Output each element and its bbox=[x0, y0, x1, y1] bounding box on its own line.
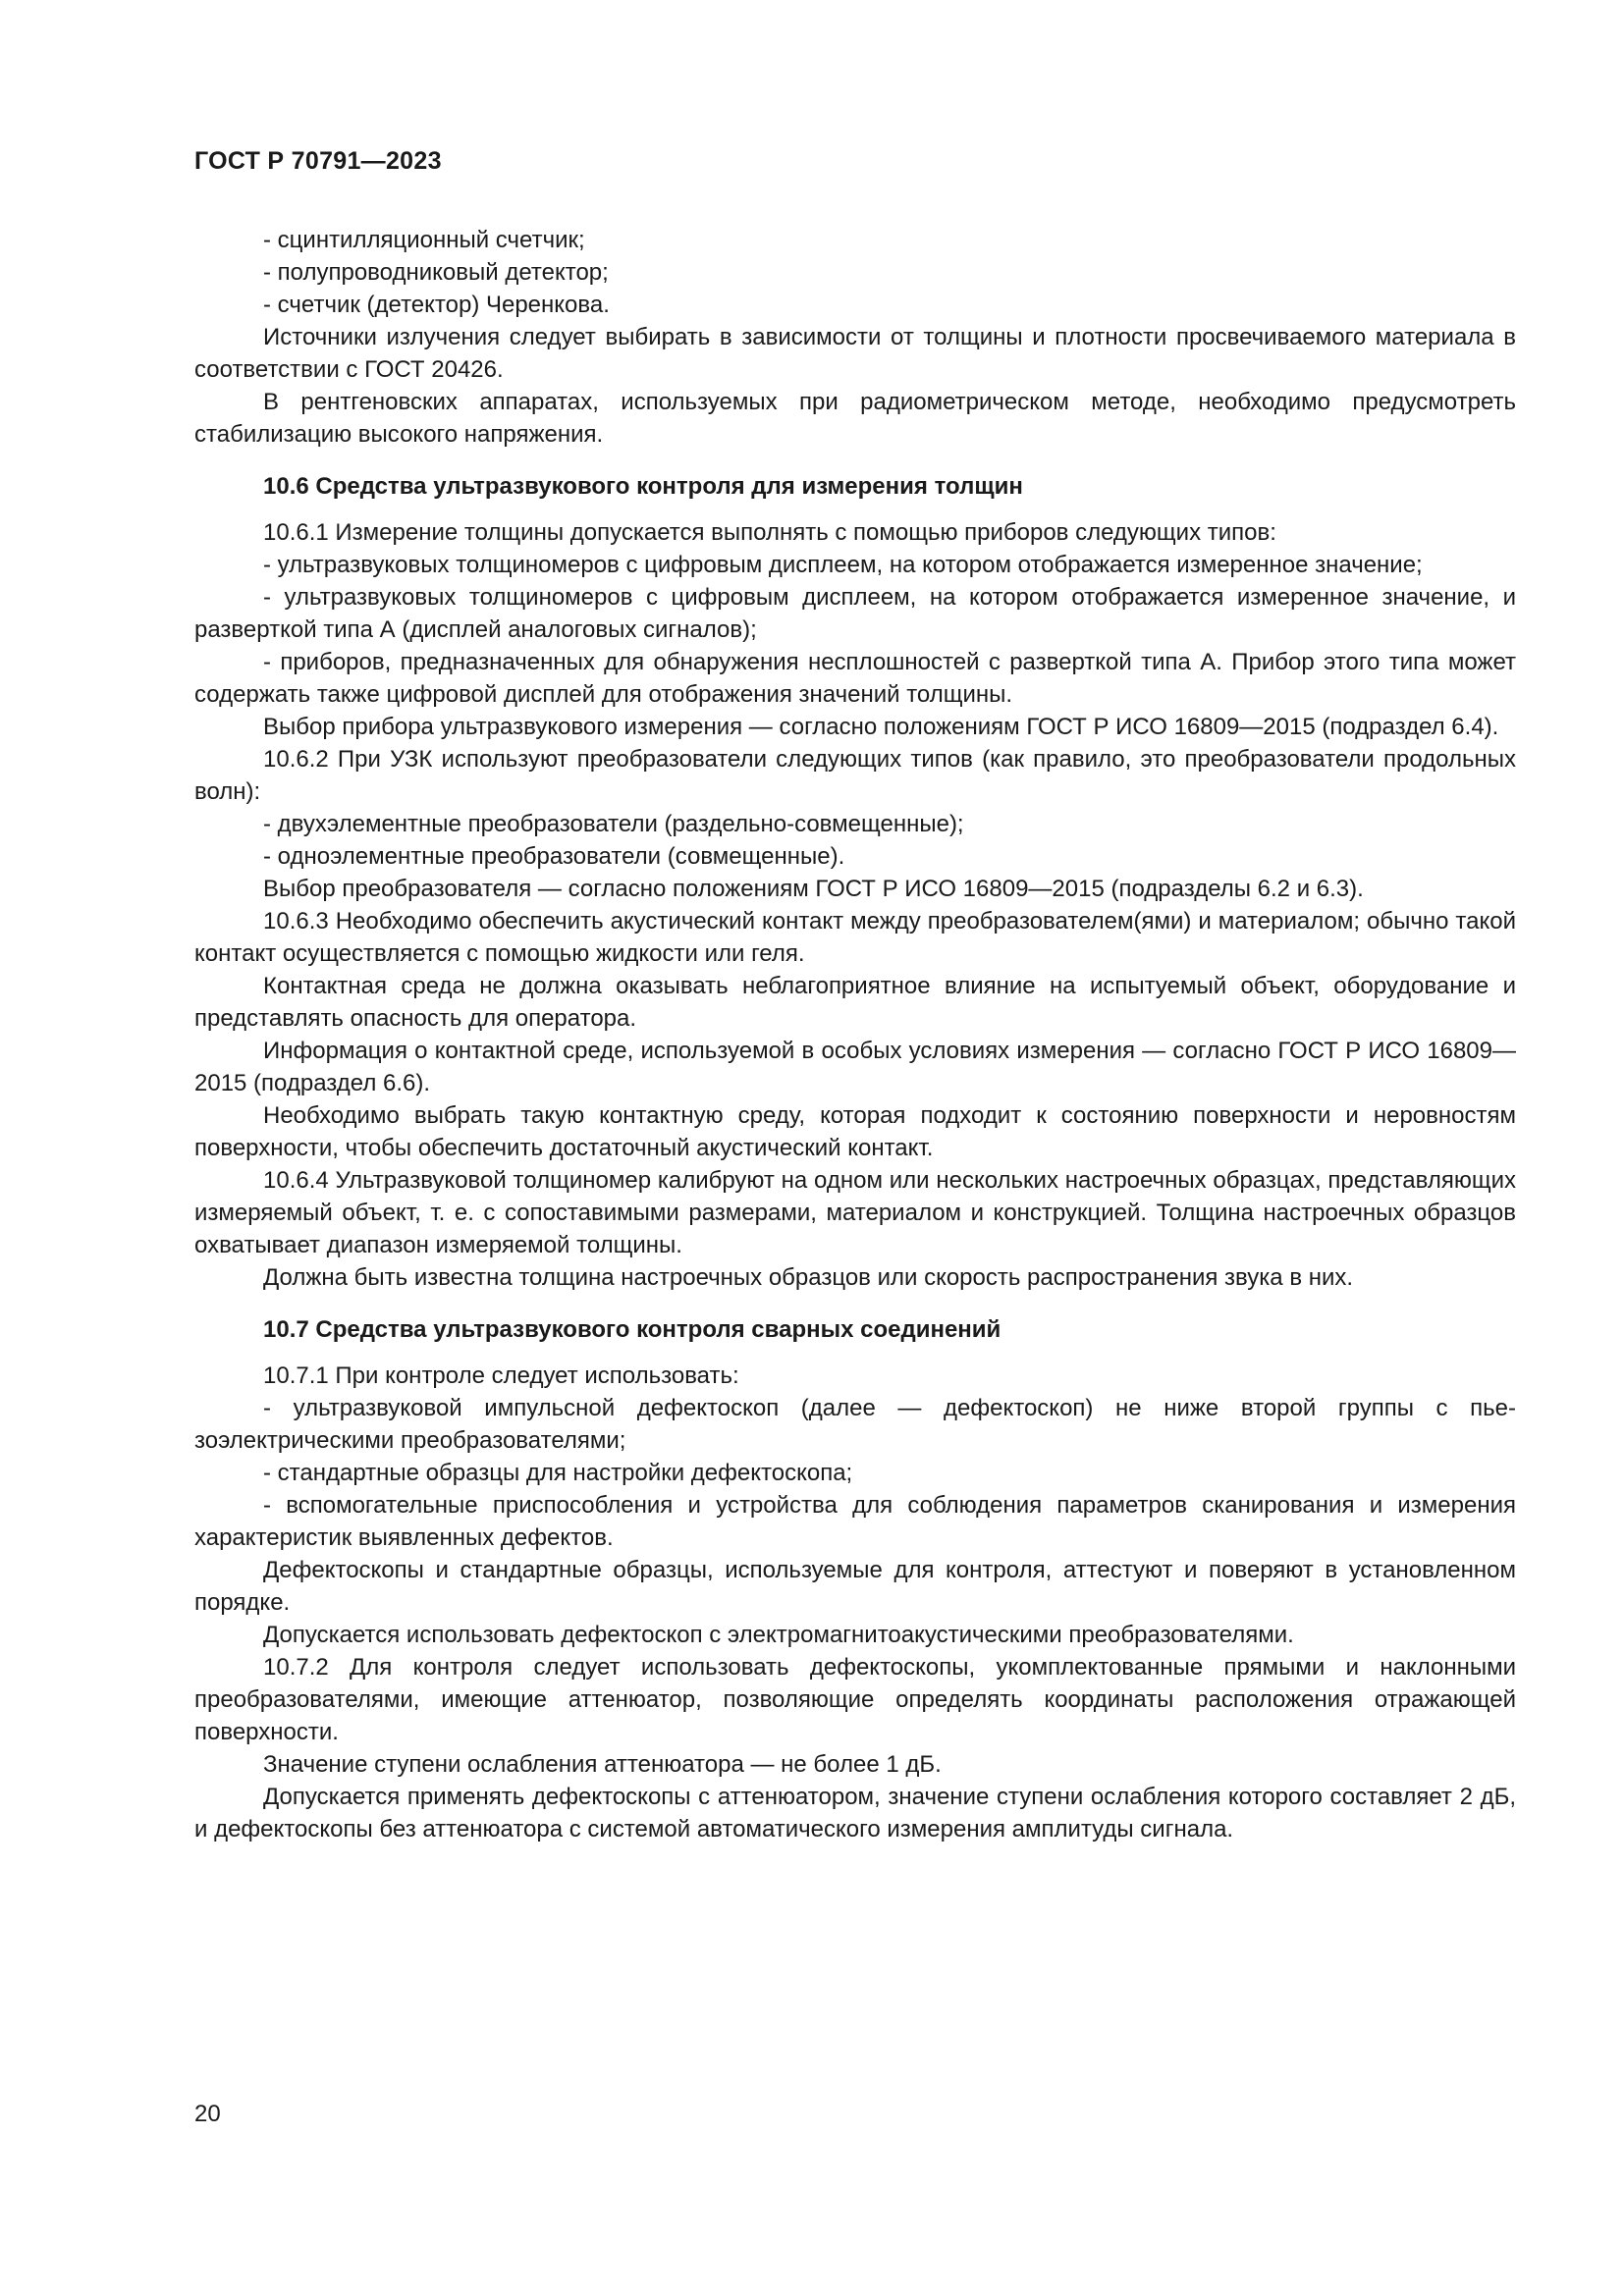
paragraph: 10.7.1 При контроле следует использовать: bbox=[263, 1362, 739, 1389]
paragraph: 10.6.1 Измерение толщины допускается выполнять с помощью приборов следующих типов: bbox=[263, 519, 1276, 546]
paragraph: 10.6.4 Ультразвуковой толщиномер калибруют на одном или нескольких настроечных образцах, представляющих измеряемый объект, т. е. с сопоставимыми размерами, материалом и конструкцией. Толщина настроечных образцов охватывает диапазон измеряемой толщины. bbox=[194, 1167, 1516, 1258]
document-body bbox=[194, 224, 1516, 1845]
paragraph: Источники излучения следует выбирать в зависимости от толщины и плотности просвечиваемого материала в соответствии с ГОСТ 20426. bbox=[194, 324, 1516, 383]
paragraph: - вспомогательные приспособления и устройства для соблюдения параметров сканирования и измерения характеристик выявленных дефектов. bbox=[194, 1492, 1516, 1551]
paragraph: Должна быть известна толщина настроечных образцов или скорость распространения звука в них. bbox=[263, 1264, 1354, 1291]
paragraph: Дефектоскопы и стандартные образцы, используемые для контроля, аттестуют и поверяют в установленном порядке. bbox=[194, 1557, 1516, 1616]
paragraph: 10.6.2 При УЗК используют преобразователи следующих типов (как правило, это преобразователи продольных волн): bbox=[194, 746, 1516, 805]
paragraph: Выбор преобразователя — согласно положениям ГОСТ Р ИСО 16809—2015 (подразделы 6.2 и 6.3). bbox=[263, 876, 1364, 902]
paragraph: - приборов, предназначенных для обнаружения несплошностей с разверткой типа А. Прибор этого типа может содержать также цифровой дисплей для отображения значений толщины. bbox=[194, 649, 1516, 708]
paragraph: Информация о контактной среде, используемой в особых условиях измерения — согласно ГОСТ Р ИСО 16809—2015 (подраздел 6.6). bbox=[194, 1038, 1516, 1096]
paragraph: Значение ступени ослабления аттенюатора — не более 1 дБ. bbox=[263, 1751, 942, 1778]
paragraph: - ультразвуковых толщиномеров с цифровым дисплеем, на котором отображается измеренное значение, и разверткой типа А (дисплей аналоговых сигналов); bbox=[194, 584, 1516, 643]
page-number: 20 bbox=[194, 2101, 221, 2127]
paragraph: - двухэлементные преобразователи (раздельно-совмещенные); bbox=[263, 811, 964, 837]
section-heading: 10.6 Средства ультразвукового контроля для измерения толщин bbox=[263, 473, 1023, 500]
paragraph: - ультразвуковой импульсной дефектоскоп (далее — дефектоскоп) не ниже второй группы с пьезоэлектрическими преобразователями; bbox=[194, 1395, 1516, 1454]
paragraph: - одноэлементные преобразователи (совмещенные). bbox=[263, 843, 845, 870]
paragraph: В рентгеновских аппаратах, используемых при радиометрическом методе, необходимо предусмотреть стабилизацию высокого напряжения. bbox=[194, 389, 1516, 448]
paragraph: Контактная среда не должна оказывать неблагоприятное влияние на испытуемый объект, оборудование и представлять опасность для оператора. bbox=[194, 973, 1516, 1032]
paragraph: Выбор прибора ультразвукового измерения — согласно положениям ГОСТ Р ИСО 16809—2015 (подраздел 6.4). bbox=[263, 714, 1499, 740]
paragraph: - полупроводниковый детектор; bbox=[263, 259, 609, 286]
paragraph: - стандартные образцы для настройки дефектоскопа; bbox=[263, 1460, 853, 1486]
paragraph: 10.6.3 Необходимо обеспечить акустический контакт между преобразователем(ями) и материалом; обычно такой контакт осуществляется с помощью жидкости или геля. bbox=[194, 908, 1516, 967]
paragraph: Необходимо выбрать такую контактную среду, которая подходит к состоянию поверхности и неровностям поверхности, чтобы обеспечить достаточный акустический контакт. bbox=[194, 1102, 1516, 1161]
paragraph: - ультразвуковых толщиномеров с цифровым дисплеем, на котором отображается измеренное значение; bbox=[263, 552, 1423, 578]
paragraph: - сцинтилляционный счетчик; bbox=[263, 227, 585, 253]
paragraph: Допускается использовать дефектоскоп с электромагнитоакустическими преобразователями. bbox=[263, 1622, 1294, 1648]
paragraph: 10.7.2 Для контроля следует использовать дефектоскопы, укомплектованные прямыми и наклонными преобразователями, имеющие аттенюатор, позволяющие определять координаты расположения отражающей поверхности. bbox=[194, 1654, 1516, 1745]
section-heading: 10.7 Средства ультразвукового контроля сварных соединений bbox=[263, 1316, 1001, 1343]
paragraph: Допускается применять дефектоскопы с аттенюатором, значение ступени ослабления которого составляет 2 дБ, и дефектоскопы без аттенюатора с системой автоматического измерения амплитуды сигнала. bbox=[194, 1784, 1516, 1842]
document-header: ГОСТ Р 70791—2023 bbox=[194, 147, 442, 175]
paragraph: - счетчик (детектор) Черенкова. bbox=[263, 292, 610, 318]
